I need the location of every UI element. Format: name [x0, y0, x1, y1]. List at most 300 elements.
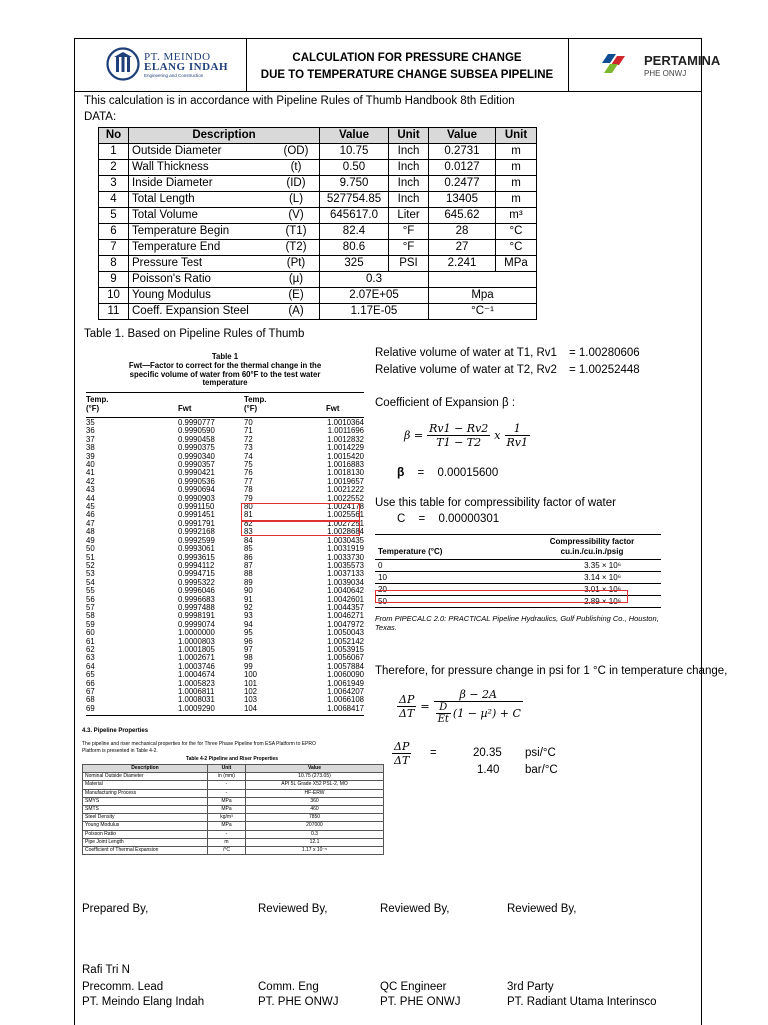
fwt-row	[86, 562, 364, 570]
pp-description: SMYS	[83, 797, 208, 805]
row-value1: 10.75	[320, 144, 389, 160]
compress-temp: 0	[375, 560, 531, 572]
beta-symbol: β	[397, 465, 405, 479]
pp-unit: kg/m³	[208, 814, 246, 822]
row-symbol: (ID)	[273, 176, 320, 192]
fwt-temp-b: 95	[244, 628, 253, 638]
fwt-temp-a: 51	[86, 552, 95, 562]
pp-value: API 5L Grade X52 PSL-2, MO	[246, 781, 384, 789]
fwt-row	[86, 604, 364, 612]
fwt-title-line1: Table 1	[211, 352, 239, 361]
dp-lhs-num: ΔP	[399, 693, 415, 706]
pp-unit: -	[208, 830, 246, 838]
fwt-factor-a: 1.0009290	[178, 703, 215, 713]
fwt-factor-b: 1.0057884	[327, 661, 364, 671]
fwt-factor-b: 1.0012832	[327, 434, 364, 444]
fwt-factor-a: 1.0008031	[178, 695, 215, 705]
fwt-factor-a: 1.0004674	[178, 670, 215, 680]
row-no: 11	[99, 304, 129, 320]
fwt-title-line2: Fwt—Factor to correct for the thermal change in the	[128, 360, 322, 370]
compress-factor: 3.14 × 10⁶	[531, 572, 661, 584]
col-description: Description	[129, 128, 320, 144]
fwt-factor-b: 1.0011696	[327, 426, 364, 436]
data-table-row	[99, 224, 537, 240]
meindo-logo	[102, 46, 242, 82]
fwt-factor-a: 0.9990694	[178, 485, 215, 495]
fwt-factor-b: 1.0050043	[327, 628, 364, 638]
fwt-highlight-80-81	[241, 503, 360, 521]
row-description: Young Modulus	[129, 288, 274, 304]
fwt-factor-b: 1.0052142	[327, 636, 364, 646]
row-value1: 645617.0	[320, 208, 389, 224]
fwt-row	[86, 478, 364, 486]
fwt-temp-b: 88	[244, 569, 253, 579]
fwt-table-title	[86, 353, 364, 388]
fwt-factor-a: 0.9990421	[178, 468, 215, 478]
fwt-temp-a: 40	[86, 460, 95, 470]
fwt-temp-b: 70	[244, 418, 253, 427]
fwt-temp-a: 57	[86, 602, 95, 612]
row-unit1: °F	[389, 240, 429, 256]
meindo-tagline: Engineering and Construction	[144, 73, 204, 78]
compress-col-temp: Temperature (°C)	[378, 547, 443, 556]
fwt-temp-b: 98	[244, 653, 253, 663]
compress-factor: 3.01 × 10⁶	[531, 584, 661, 596]
pp-description: Young Modulus	[83, 822, 208, 830]
result-lhs-num: ΔP	[394, 740, 410, 753]
pp-value: 0.3	[246, 830, 384, 838]
pipeline-row	[83, 773, 384, 781]
fwt-row	[86, 469, 364, 477]
beta-den: T1 − T2	[436, 436, 482, 449]
fwt-row	[86, 436, 364, 444]
fwt-row	[86, 646, 364, 654]
fwt-temp-b: 100	[244, 670, 258, 680]
sig-reviewed-2: Reviewed By,	[380, 903, 450, 915]
row-description: Temperature Begin	[129, 224, 274, 240]
c-eq: =	[418, 513, 426, 525]
fwt-temp-label-a: Temp.	[86, 395, 109, 404]
fwt-factor-b: 1.0046271	[327, 611, 364, 621]
fwt-row	[86, 612, 364, 620]
result-u2: bar/°C	[525, 764, 558, 776]
result-eq: =	[430, 747, 437, 759]
fwt-row	[86, 495, 364, 503]
pp-description: Coefficient of Thermal Expansion	[83, 847, 208, 855]
fwt-factor-a: 0.9990777	[178, 418, 215, 427]
fwt-row	[86, 419, 364, 427]
data-table-row	[99, 288, 537, 304]
title-line1: CALCULATION FOR PRESSURE CHANGE	[292, 52, 522, 64]
pp-unit: MPa	[208, 806, 246, 814]
fwt-temp-b: 99	[244, 661, 253, 671]
pp-value: 10.75 (273.05)	[246, 773, 384, 781]
row-symbol: (t)	[273, 160, 320, 176]
sig-org-2: PT. PHE ONWJ	[258, 996, 339, 1008]
therefore-text: Therefore, for pressure change in psi for 1 °C in temperature change,	[375, 665, 728, 677]
fwt-temp-a: 52	[86, 560, 95, 570]
row-unit2: m³	[496, 208, 537, 224]
beta-num2: 1	[505, 422, 531, 436]
meindo-name-line1: PT. MEINDO	[144, 51, 211, 63]
pipeline-row	[83, 806, 384, 814]
row-description: Outside Diameter	[129, 144, 274, 160]
sig-prepared: Prepared By,	[82, 903, 149, 915]
fwt-temp-b: 81	[244, 510, 253, 520]
row-unit1: Inch	[389, 176, 429, 192]
fwt-factor-b: 1.0047972	[327, 619, 364, 629]
compress-temp: 10	[375, 572, 531, 584]
row-description: Pressure Test	[129, 256, 274, 272]
beta-value: 0.00015600	[437, 467, 499, 479]
fwt-temp-b: 82	[244, 518, 253, 528]
fwt-row	[86, 629, 364, 637]
title-line2: DUE TO TEMPERATURE CHANGE SUBSEA PIPELINE	[260, 69, 554, 81]
result-v2: 1.40	[477, 764, 500, 776]
pipeline-heading: 4.3. Pipeline Properties	[82, 728, 149, 734]
row-value2: 645.62	[429, 208, 496, 224]
fwt-temp-b: 94	[244, 619, 253, 629]
fwt-temp-a: 69	[86, 703, 95, 713]
fwt-factor-a: 0.9995322	[178, 577, 215, 587]
fwt-temp-a: 59	[86, 619, 95, 629]
beta-lhs: β =	[404, 429, 424, 442]
dp-den-frac-num: D	[436, 702, 451, 714]
pp-description: Pipe Joint Length	[83, 838, 208, 846]
row-symbol: (A)	[273, 304, 320, 320]
fwt-row	[86, 453, 364, 461]
fwt-row	[86, 579, 364, 587]
meindo-emblem-icon	[106, 47, 140, 81]
pp-unit: in (mm)	[208, 773, 246, 781]
fwt-factor-a: 1.0002671	[178, 653, 215, 663]
sig-role-2: Comm. Eng	[258, 981, 319, 993]
row-value2: 0.2477	[429, 176, 496, 192]
compress-factor: 3.35 × 10⁶	[531, 560, 661, 572]
fwt-factor-b: 1.0064207	[327, 687, 364, 696]
pipeline-table	[82, 764, 384, 855]
result-lhs-den: ΔT	[394, 754, 410, 767]
fwt-temp-a: 46	[86, 510, 95, 520]
fwt-temp-b: 89	[244, 577, 253, 587]
fwt-row	[86, 554, 364, 562]
pipeline-row	[83, 814, 384, 822]
table1-caption: Table 1. Based on Pipeline Rules of Thumb	[84, 328, 305, 340]
fwt-factor-a: 0.9994112	[178, 560, 215, 570]
rv2-value: = 1.00252448	[569, 364, 640, 376]
compress-table-wrap	[375, 534, 661, 632]
fwt-temp-b: 74	[244, 451, 253, 461]
fwt-title-line4: temperature	[202, 378, 248, 388]
row-no: 4	[99, 192, 129, 208]
sig-org-1: PT. Meindo Elang Indah	[82, 996, 205, 1008]
fwt-row	[86, 663, 364, 671]
sig-role-3: QC Engineer	[380, 981, 447, 993]
row-description: Inside Diameter	[129, 176, 274, 192]
fwt-temp-a: 61	[86, 636, 95, 646]
row-no: 9	[99, 272, 129, 288]
pipeline-table-header	[83, 765, 384, 773]
fwt-temp-b: 84	[244, 535, 253, 545]
result-v1: 20.35	[473, 747, 502, 759]
pp-value: 12.1	[246, 838, 384, 846]
fwt-factor-a: 1.0001805	[178, 644, 215, 654]
row-symbol: (OD)	[273, 144, 320, 160]
row-symbol: (E)	[273, 288, 320, 304]
row-symbol: (L)	[273, 192, 320, 208]
fwt-factor-b: 1.0015420	[327, 451, 364, 461]
pp-unit: m	[208, 838, 246, 846]
pp-description: Material	[83, 781, 208, 789]
row-description: Total Length	[129, 192, 274, 208]
compress-temp: 50	[375, 596, 531, 608]
pp-description: Steel Density	[83, 814, 208, 822]
fwt-temp-a: 43	[86, 485, 95, 495]
data-table-row	[99, 208, 537, 224]
row-unit2: m	[496, 176, 537, 192]
fwt-factor-b: 1.0016883	[327, 460, 364, 470]
result-u1: psi/°C	[525, 747, 556, 759]
row-no: 3	[99, 176, 129, 192]
fwt-row	[86, 570, 364, 578]
pipeline-row	[83, 781, 384, 789]
pp-unit: -	[208, 789, 246, 797]
fwt-factor-b: 1.0053915	[327, 644, 364, 654]
rv1-value: = 1.00280606	[569, 347, 640, 359]
fwt-factor-a: 0.9991451	[178, 510, 215, 520]
row-unit2: °C	[496, 240, 537, 256]
pp-value: HF-ERW	[246, 789, 384, 797]
fwt-row	[86, 461, 364, 469]
pp-unit: -	[208, 781, 246, 789]
fwt-temp-b: 91	[244, 594, 253, 604]
data-table-row	[99, 272, 537, 288]
pipeline-desc-line2: Platform is presented in Table 4-2.	[82, 747, 158, 754]
fwt-temp-a: 64	[86, 661, 95, 671]
dp-num: β − 2A	[434, 688, 523, 702]
row-unit-merged	[429, 272, 537, 288]
row-symbol: (T2)	[273, 240, 320, 256]
fwt-factor-a: 0.9990458	[178, 434, 215, 444]
fwt-temp-a: 39	[86, 451, 95, 461]
fwt-temp-a: 55	[86, 586, 95, 596]
fwt-row	[86, 427, 364, 435]
compress-source: From PIPECALC 2.0: PRACTICAL Pipeline Hydraulics, Gulf Publishing Co., Houston, Texas.	[375, 614, 659, 632]
fwt-table	[86, 419, 364, 713]
compress-use-text: Use this table for compressibility factor of water	[375, 497, 616, 509]
row-unit2: m	[496, 144, 537, 160]
fwt-temp-unit-b: (°F)	[244, 404, 258, 413]
compress-col-factor-2: cu.in./cu.in./psig	[560, 547, 624, 556]
fwt-temp-b: 97	[244, 644, 253, 654]
fwt-f-label-a: Fwt	[178, 404, 192, 413]
fwt-factor-b: 1.0040642	[327, 586, 364, 596]
fwt-temp-a: 62	[86, 644, 95, 654]
data-table-row	[99, 176, 537, 192]
fwt-factor-b: 1.0014229	[327, 443, 364, 453]
compress-temp: 20	[375, 584, 531, 596]
pipeline-table-wrap	[82, 764, 384, 855]
dp-formula	[397, 688, 523, 725]
sig-org-3: PT. PHE ONWJ	[380, 996, 461, 1008]
fwt-factor-b: 1.0060090	[327, 670, 364, 680]
fwt-factor-a: 0.9998191	[178, 611, 215, 621]
fwt-row	[86, 596, 364, 604]
fwt-temp-b: 86	[244, 552, 253, 562]
col-unit1: Unit	[389, 128, 429, 144]
rv1-label: Relative volume of water at T1, Rv1	[375, 347, 557, 359]
beta-times: x	[494, 429, 501, 442]
sig-org-4: PT. Radiant Utama Interinsco	[507, 996, 657, 1008]
beta-result	[397, 465, 498, 479]
fwt-temp-a: 68	[86, 695, 95, 705]
row-unit1: Inch	[389, 192, 429, 208]
row-no: 2	[99, 160, 129, 176]
fwt-factor-a: 1.0005823	[178, 678, 215, 688]
fwt-factor-a: 0.9996683	[178, 594, 215, 604]
fwt-factor-a: 0.9999074	[178, 619, 215, 629]
meindo-name-line2: ELANG INDAH	[144, 61, 229, 73]
sig-reviewed-1: Reviewed By,	[258, 903, 328, 915]
fwt-temp-b: 102	[244, 687, 258, 696]
fwt-row	[86, 537, 364, 545]
compress-row	[375, 560, 661, 572]
pipeline-row	[83, 797, 384, 805]
document-title	[246, 50, 568, 84]
data-table-row	[99, 160, 537, 176]
pipeline-table-title: Table 4-2 Pipeline and Riser Properties	[185, 756, 279, 762]
fwt-factor-a: 0.9991150	[178, 502, 215, 512]
row-symbol: (µ)	[273, 272, 320, 288]
fwt-factor-a: 0.9990357	[178, 460, 215, 470]
fwt-factor-b: 1.0056067	[327, 653, 364, 663]
fwt-temp-a: 56	[86, 594, 95, 604]
fwt-factor-b: 1.0025561	[327, 510, 364, 520]
fwt-factor-a: 1.0003746	[178, 661, 215, 671]
data-table-row	[99, 304, 537, 320]
pp-unit: /°C	[208, 847, 246, 855]
fwt-factor-a: 0.9990903	[178, 493, 215, 503]
fwt-factor-a: 0.9997488	[178, 602, 215, 612]
row-value2: 28	[429, 224, 496, 240]
beta-den2: Rv1	[506, 436, 528, 449]
row-value-merged: 2.07E+05	[320, 288, 429, 304]
fwt-temp-unit-a: (°F)	[86, 404, 100, 413]
fwt-temp-a: 48	[86, 527, 95, 537]
fwt-factor-a: 0.9992599	[178, 535, 215, 545]
fwt-factor-a: 1.0006811	[178, 687, 215, 696]
fwt-row	[86, 680, 364, 688]
col-value1: Value	[320, 128, 389, 144]
fwt-factor-a: 0.9990536	[178, 476, 215, 486]
fwt-temp-a: 49	[86, 535, 95, 545]
pp-value: 1.17 x 10⁻⁵	[246, 847, 384, 855]
fwt-temp-a: 41	[86, 468, 95, 478]
row-value2: 2.241	[429, 256, 496, 272]
intro-text: This calculation is in accordance with Pipeline Rules of Thumb Handbook 8th Edition	[84, 95, 515, 107]
pertamina-name: PERTAMINA	[644, 53, 721, 68]
row-no: 5	[99, 208, 129, 224]
fwt-temp-a: 65	[86, 670, 95, 680]
row-unit1: Inch	[389, 160, 429, 176]
fwt-temp-a: 38	[86, 443, 95, 453]
fwt-factor-a: 1.0000803	[178, 636, 215, 646]
row-description: Total Volume	[129, 208, 274, 224]
fwt-temp-b: 78	[244, 485, 253, 495]
row-symbol: (T1)	[273, 224, 320, 240]
row-value2: 27	[429, 240, 496, 256]
row-unit-merged: °C⁻¹	[429, 304, 537, 320]
row-value1: 0.50	[320, 160, 389, 176]
fwt-header	[86, 392, 364, 418]
row-value1: 527754.85	[320, 192, 389, 208]
fwt-row	[86, 621, 364, 629]
pipeline-row	[83, 838, 384, 846]
row-unit2: m	[496, 160, 537, 176]
fwt-temp-a: 36	[86, 426, 95, 436]
row-unit1: Liter	[389, 208, 429, 224]
data-table-header	[99, 128, 537, 144]
fwt-temp-a: 37	[86, 434, 95, 444]
pp-col-unit: Unit	[208, 765, 246, 773]
col-unit2: Unit	[496, 128, 537, 144]
fwt-factor-a: 0.9992168	[178, 527, 215, 537]
fwt-f-label-b: Fwt	[326, 404, 340, 413]
fwt-factor-b: 1.0028684	[327, 527, 364, 537]
row-unit2: °C	[496, 224, 537, 240]
row-value-merged: 0.3	[320, 272, 429, 288]
coef-label: Coefficient of Expansion β :	[375, 397, 516, 409]
row-description: Temperature End	[129, 240, 274, 256]
fwt-temp-b: 77	[244, 476, 253, 486]
fwt-temp-a: 66	[86, 678, 95, 688]
fwt-title-line3: specific volume of water from 60°F to the test water	[129, 369, 321, 379]
fwt-factor-b: 1.0033730	[327, 552, 364, 562]
fwt-highlight-82-83	[241, 518, 360, 536]
fwt-row	[86, 638, 364, 646]
fwt-temp-b: 93	[244, 611, 253, 621]
pertamina-logo	[602, 50, 721, 80]
row-no: 7	[99, 240, 129, 256]
fwt-temp-b: 92	[244, 602, 253, 612]
data-table-row	[99, 192, 537, 208]
dp-lhs-den: ΔT	[399, 707, 415, 720]
fwt-factor-b: 1.0035573	[327, 560, 364, 570]
row-value2: 0.2731	[429, 144, 496, 160]
fwt-row	[86, 545, 364, 553]
sig-role-1: Precomm. Lead	[82, 981, 164, 993]
pp-value: 7850	[246, 814, 384, 822]
row-value1: 9.750	[320, 176, 389, 192]
row-description: Coeff. Expansion Steel	[129, 304, 274, 320]
fwt-factor-a: 0.9994715	[178, 569, 215, 579]
pp-value: 460	[246, 806, 384, 814]
fwt-factor-b: 1.0024178	[327, 502, 364, 512]
fwt-temp-label-b: Temp.	[244, 395, 267, 404]
data-label: DATA:	[84, 111, 117, 123]
pp-value: 360	[246, 797, 384, 805]
fwt-temp-b: 103	[244, 695, 258, 705]
pp-unit: MPa	[208, 797, 246, 805]
fwt-temp-b: 85	[244, 544, 253, 554]
fwt-temp-a: 35	[86, 418, 95, 427]
pp-description: Nominal Outside Diameter	[83, 773, 208, 781]
fwt-factor-a: 0.9990340	[178, 451, 215, 461]
compress-header	[375, 534, 661, 560]
fwt-factor-a: 0.9990590	[178, 426, 215, 436]
pertamina-sub: PHE ONWJ	[644, 69, 687, 78]
sig-reviewed-3: Reviewed By,	[507, 903, 577, 915]
